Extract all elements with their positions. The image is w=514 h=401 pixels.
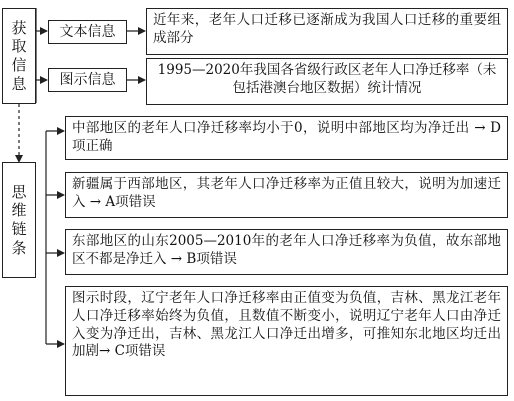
chain-item-text: 新疆属于西部地区，其老年人口净迁移率为正值且较大，说明为加速迁入 → A项错误 [72,176,501,210]
obtain-info-title [2,8,36,104]
chain-item-text: 图示时段，辽宁老年人口净迁移率由正值变为负值，吉林、黑龙江老年人口净迁移率始终为负值，且数值不断变小，说明辽宁老年人口由净迁入变为净迁出，吉林、黑龙江人口净迁出增多，可推知东北地区均迁出加剧→ C项错误 [72,290,501,360]
chain-item-xinjiang [65,172,508,218]
figure-info-content-text: 1995—2020年我国各省级行政区老年人口净迁移率（未包括港澳台地区数据）统计情况 [157,62,497,96]
title-char: 链 [11,220,27,238]
thinking-chain-title [2,162,36,278]
chain-item-text: 东部地区的山东2005—2010年的老年人口净迁移率为负值，故东部地区不都是净迁入 → B项错误 [72,233,501,267]
text-info-content-text: 近年来，老年人口迁移已逐渐成为我国人口迁移的重要组成部分 [153,12,501,46]
chain-item-shandong [65,229,508,275]
title-char: 信 [11,56,27,74]
title-char: 获 [11,18,27,37]
title-char: 维 [11,201,27,220]
chain-item-northeast [65,286,508,396]
figure-info-label-text: 图示信息 [59,71,116,88]
figure-info-label [48,68,127,92]
text-info-label [48,20,127,44]
title-char: 取 [11,37,27,56]
text-info-label-text: 文本信息 [59,23,116,40]
title-char: 条 [11,238,27,257]
figure-info-content [146,58,508,105]
chain-item-text: 中部地区的老年人口净迁移率均小于0，说明中部地区均为净迁出 → D项正确 [72,120,501,154]
title-char: 息 [11,74,27,93]
title-char: 思 [11,182,27,201]
chain-item-central-region [65,116,508,160]
text-info-content [146,8,508,55]
